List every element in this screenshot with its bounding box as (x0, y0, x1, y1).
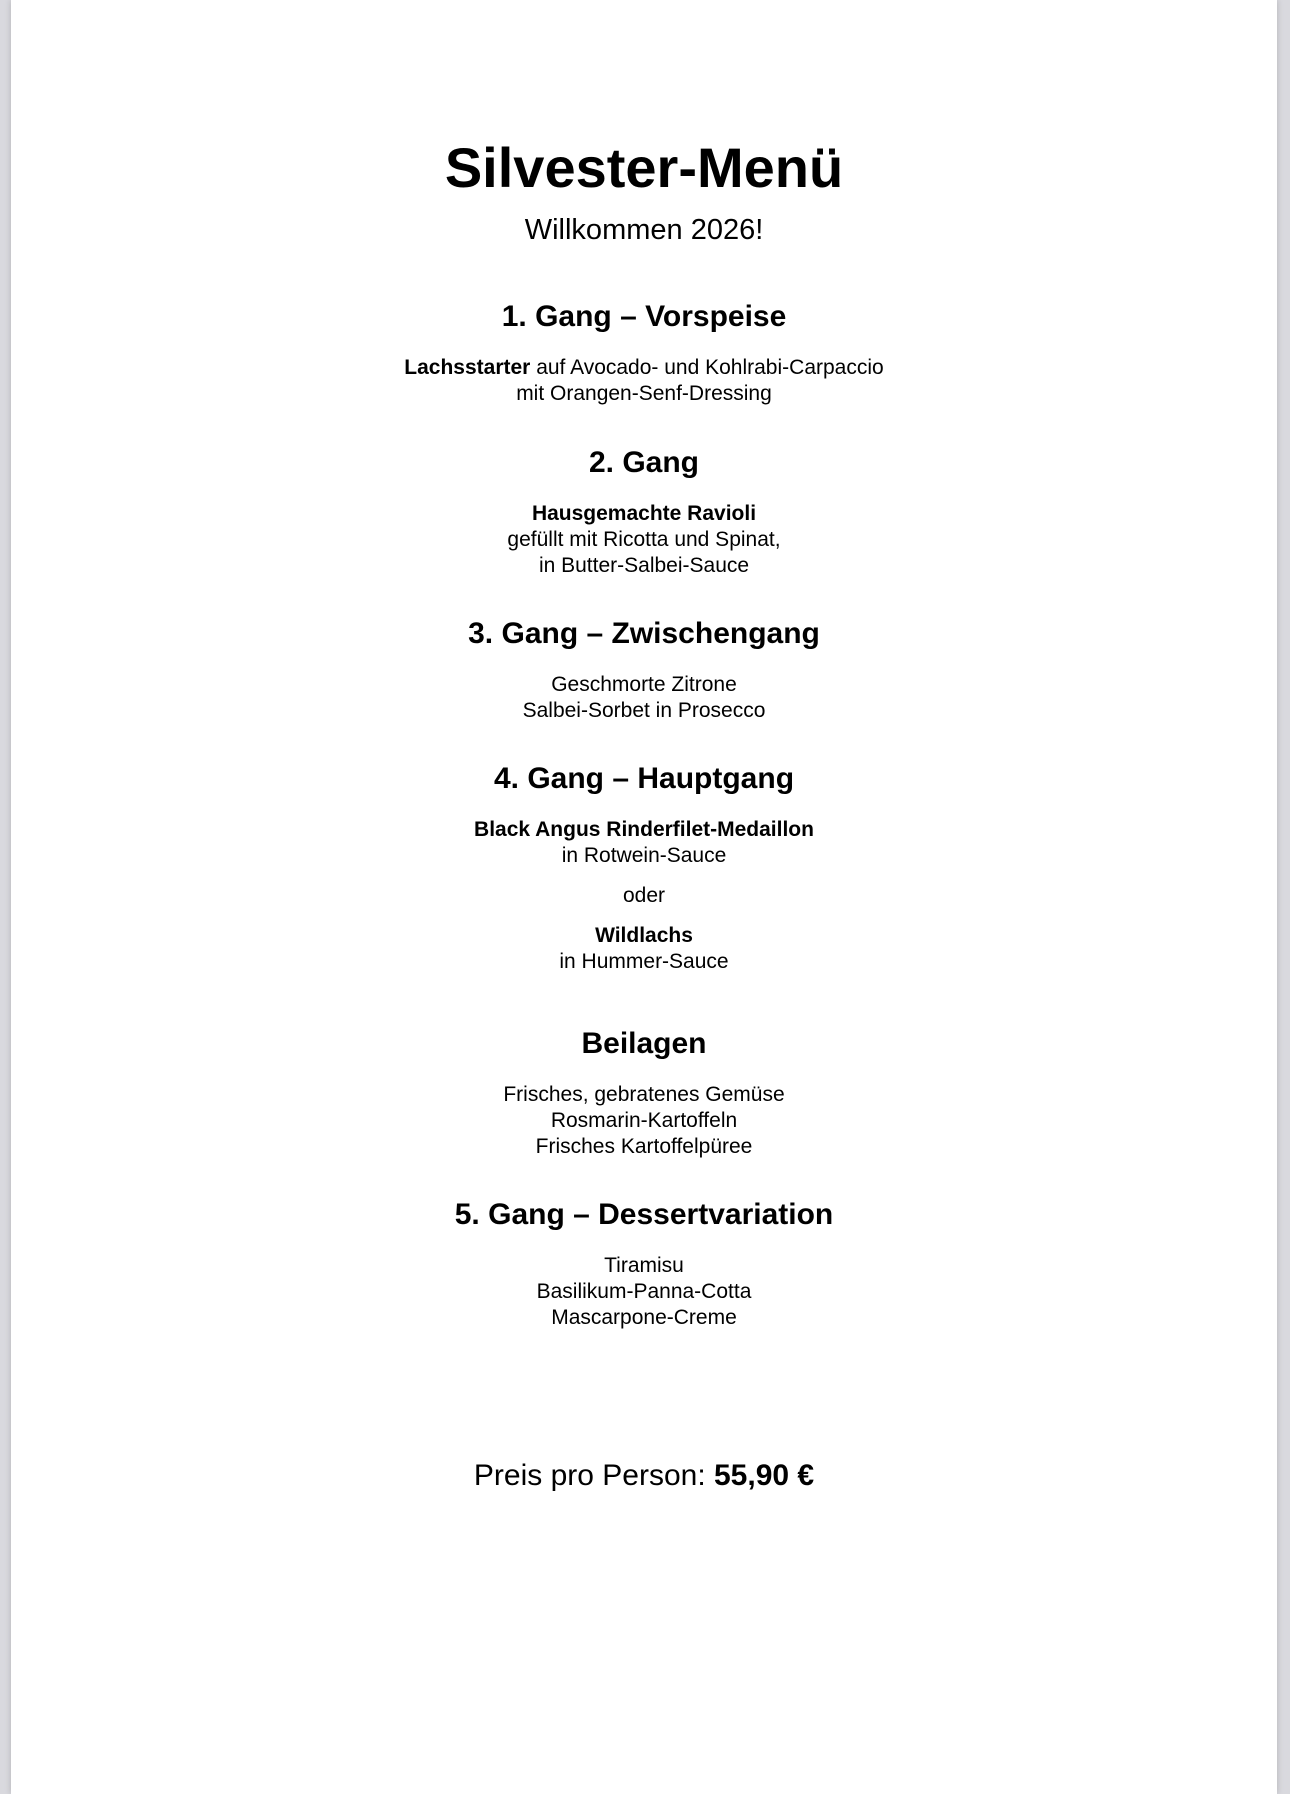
dish-detail: Geschmorte Zitrone (551, 673, 737, 696)
course-description (11, 817, 1277, 975)
course-1 (11, 295, 1277, 407)
price-line (11, 1454, 1277, 1498)
dish-name: Black Angus Rinderfilet-Medaillon (474, 818, 814, 841)
dish-detail: in Butter-Salbei-Sauce (538, 554, 750, 577)
dish-detail: mit Orangen-Senf-Dressing (516, 382, 772, 405)
course-heading: 3. Gang – Zwischengang (468, 617, 820, 650)
or-separator: oder (622, 884, 666, 907)
price-label: Preis pro Person: (473, 1459, 714, 1492)
dish-detail: in Hummer-Sauce (559, 950, 729, 973)
page-subtitle: Willkommen 2026! (524, 214, 764, 246)
dish-detail: gefüllt mit Ricotta und Spinat, (507, 528, 781, 551)
course-description (11, 1253, 1277, 1331)
dish-detail: Tiramisu (604, 1254, 684, 1277)
course-heading: 1. Gang – Vorspeise (501, 300, 787, 333)
course-description (11, 501, 1277, 579)
dish-detail: in Rotwein-Sauce (561, 844, 727, 867)
dish-name: Wildlachs (595, 924, 693, 947)
course-description (11, 672, 1277, 724)
page-title: Silvester-Menü (444, 136, 844, 199)
dish-detail: auf Avocado- und Kohlrabi-Carpaccio (530, 356, 884, 379)
course-2 (11, 441, 1277, 579)
course-heading: Beilagen (581, 1027, 707, 1060)
dish-detail: Frisches Kartoffelpüree (535, 1135, 753, 1158)
course-4 (11, 757, 1277, 975)
course-heading: 2. Gang (588, 446, 700, 479)
dish-name: Lachsstarter (404, 356, 531, 379)
menu-page (11, 0, 1277, 1794)
dish-name: Hausgemachte Ravioli (531, 502, 757, 525)
dish-detail: Basilikum-Panna-Cotta (536, 1280, 752, 1303)
course-heading: 4. Gang – Hauptgang (493, 762, 795, 795)
dish-detail: Salbei-Sorbet in Prosecco (522, 699, 766, 722)
course-3 (11, 612, 1277, 724)
course-5 (11, 1193, 1277, 1331)
course-sides (11, 1022, 1277, 1160)
price-value: 55,90 € (714, 1459, 815, 1492)
course-description (11, 355, 1277, 407)
dish-detail: Frisches, gebratenes Gemüse (503, 1083, 785, 1106)
course-description (11, 1082, 1277, 1160)
dish-detail: Rosmarin-Kartoffeln (550, 1109, 738, 1132)
dish-detail: Mascarpone-Creme (551, 1306, 737, 1329)
course-heading: 5. Gang – Dessertvariation (454, 1198, 834, 1231)
